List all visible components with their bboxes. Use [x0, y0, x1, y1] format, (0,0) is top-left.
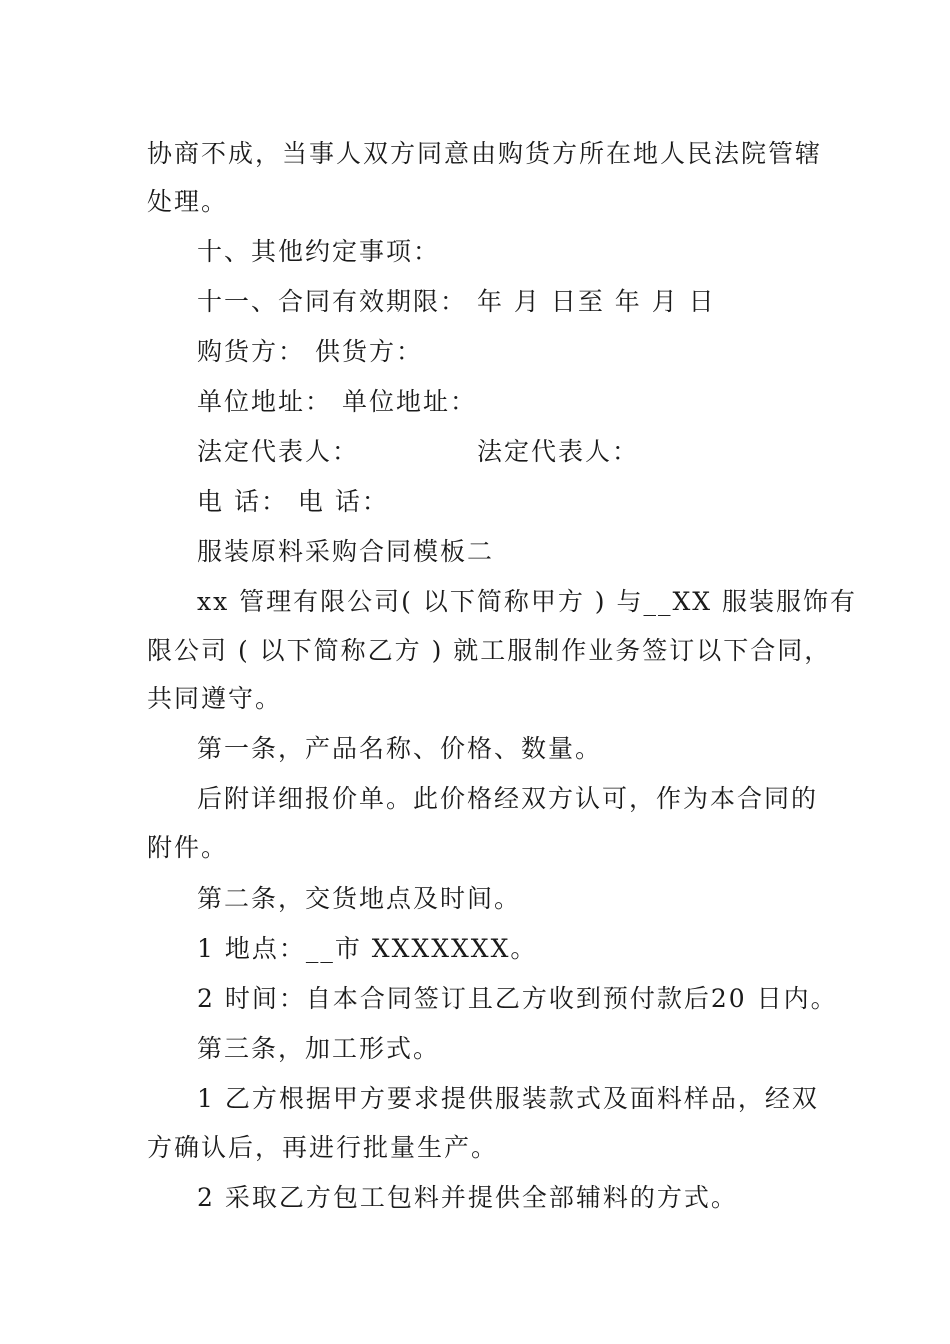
document-title: 服装原料采购合同模板二 — [197, 537, 495, 566]
paragraph-line: 协商不成，当事人双方同意由购货方所在地人民法院管辖 — [147, 139, 823, 168]
signature-field: 法定代表人： — [477, 437, 640, 466]
paragraph-line: 方确认后，再进行批量生产。 — [147, 1133, 499, 1162]
section-heading: 十一、合同有效期限： 年 月 日至 年 月 日 — [197, 287, 716, 316]
paragraph-line: 处理。 — [147, 187, 229, 216]
signature-field: 单位地址： 单位地址： — [197, 387, 477, 416]
paragraph-line: xx 管理有限公司( 以下简称甲方 ) 与__XX 服装服饰有 — [197, 587, 858, 616]
signature-field: 购货方： 供货方： — [197, 337, 423, 366]
paragraph-line: 2 时间：自本合同签订且乙方收到预付款后20 日内。 — [197, 984, 838, 1013]
clause-heading: 第三条，加工形式。 — [197, 1034, 441, 1063]
signature-field: 法定代表人： — [197, 437, 360, 466]
paragraph-line: 2 采取乙方包工包料并提供全部辅料的方式。 — [197, 1183, 738, 1212]
paragraph-line: 共同遵守。 — [147, 684, 283, 713]
signature-field: 电 话： 电 话： — [197, 487, 389, 516]
paragraph-line: 1 乙方根据甲方要求提供服装款式及面料样品，经双 — [197, 1084, 819, 1113]
clause-heading: 第一条，产品名称、价格、数量。 — [197, 734, 603, 763]
paragraph-line: 限公司 ( 以下简称乙方 ) 就工服制作业务签订以下合同， — [147, 636, 832, 665]
paragraph-line: 1 地点：__市 XXXXXXX。 — [197, 934, 538, 963]
section-heading: 十、其他约定事项： — [197, 237, 441, 266]
paragraph-line: 后附详细报价单。此价格经双方认可，作为本合同的 — [197, 784, 819, 813]
clause-heading: 第二条，交货地点及时间。 — [197, 884, 522, 913]
paragraph-line: 附件。 — [147, 833, 229, 862]
